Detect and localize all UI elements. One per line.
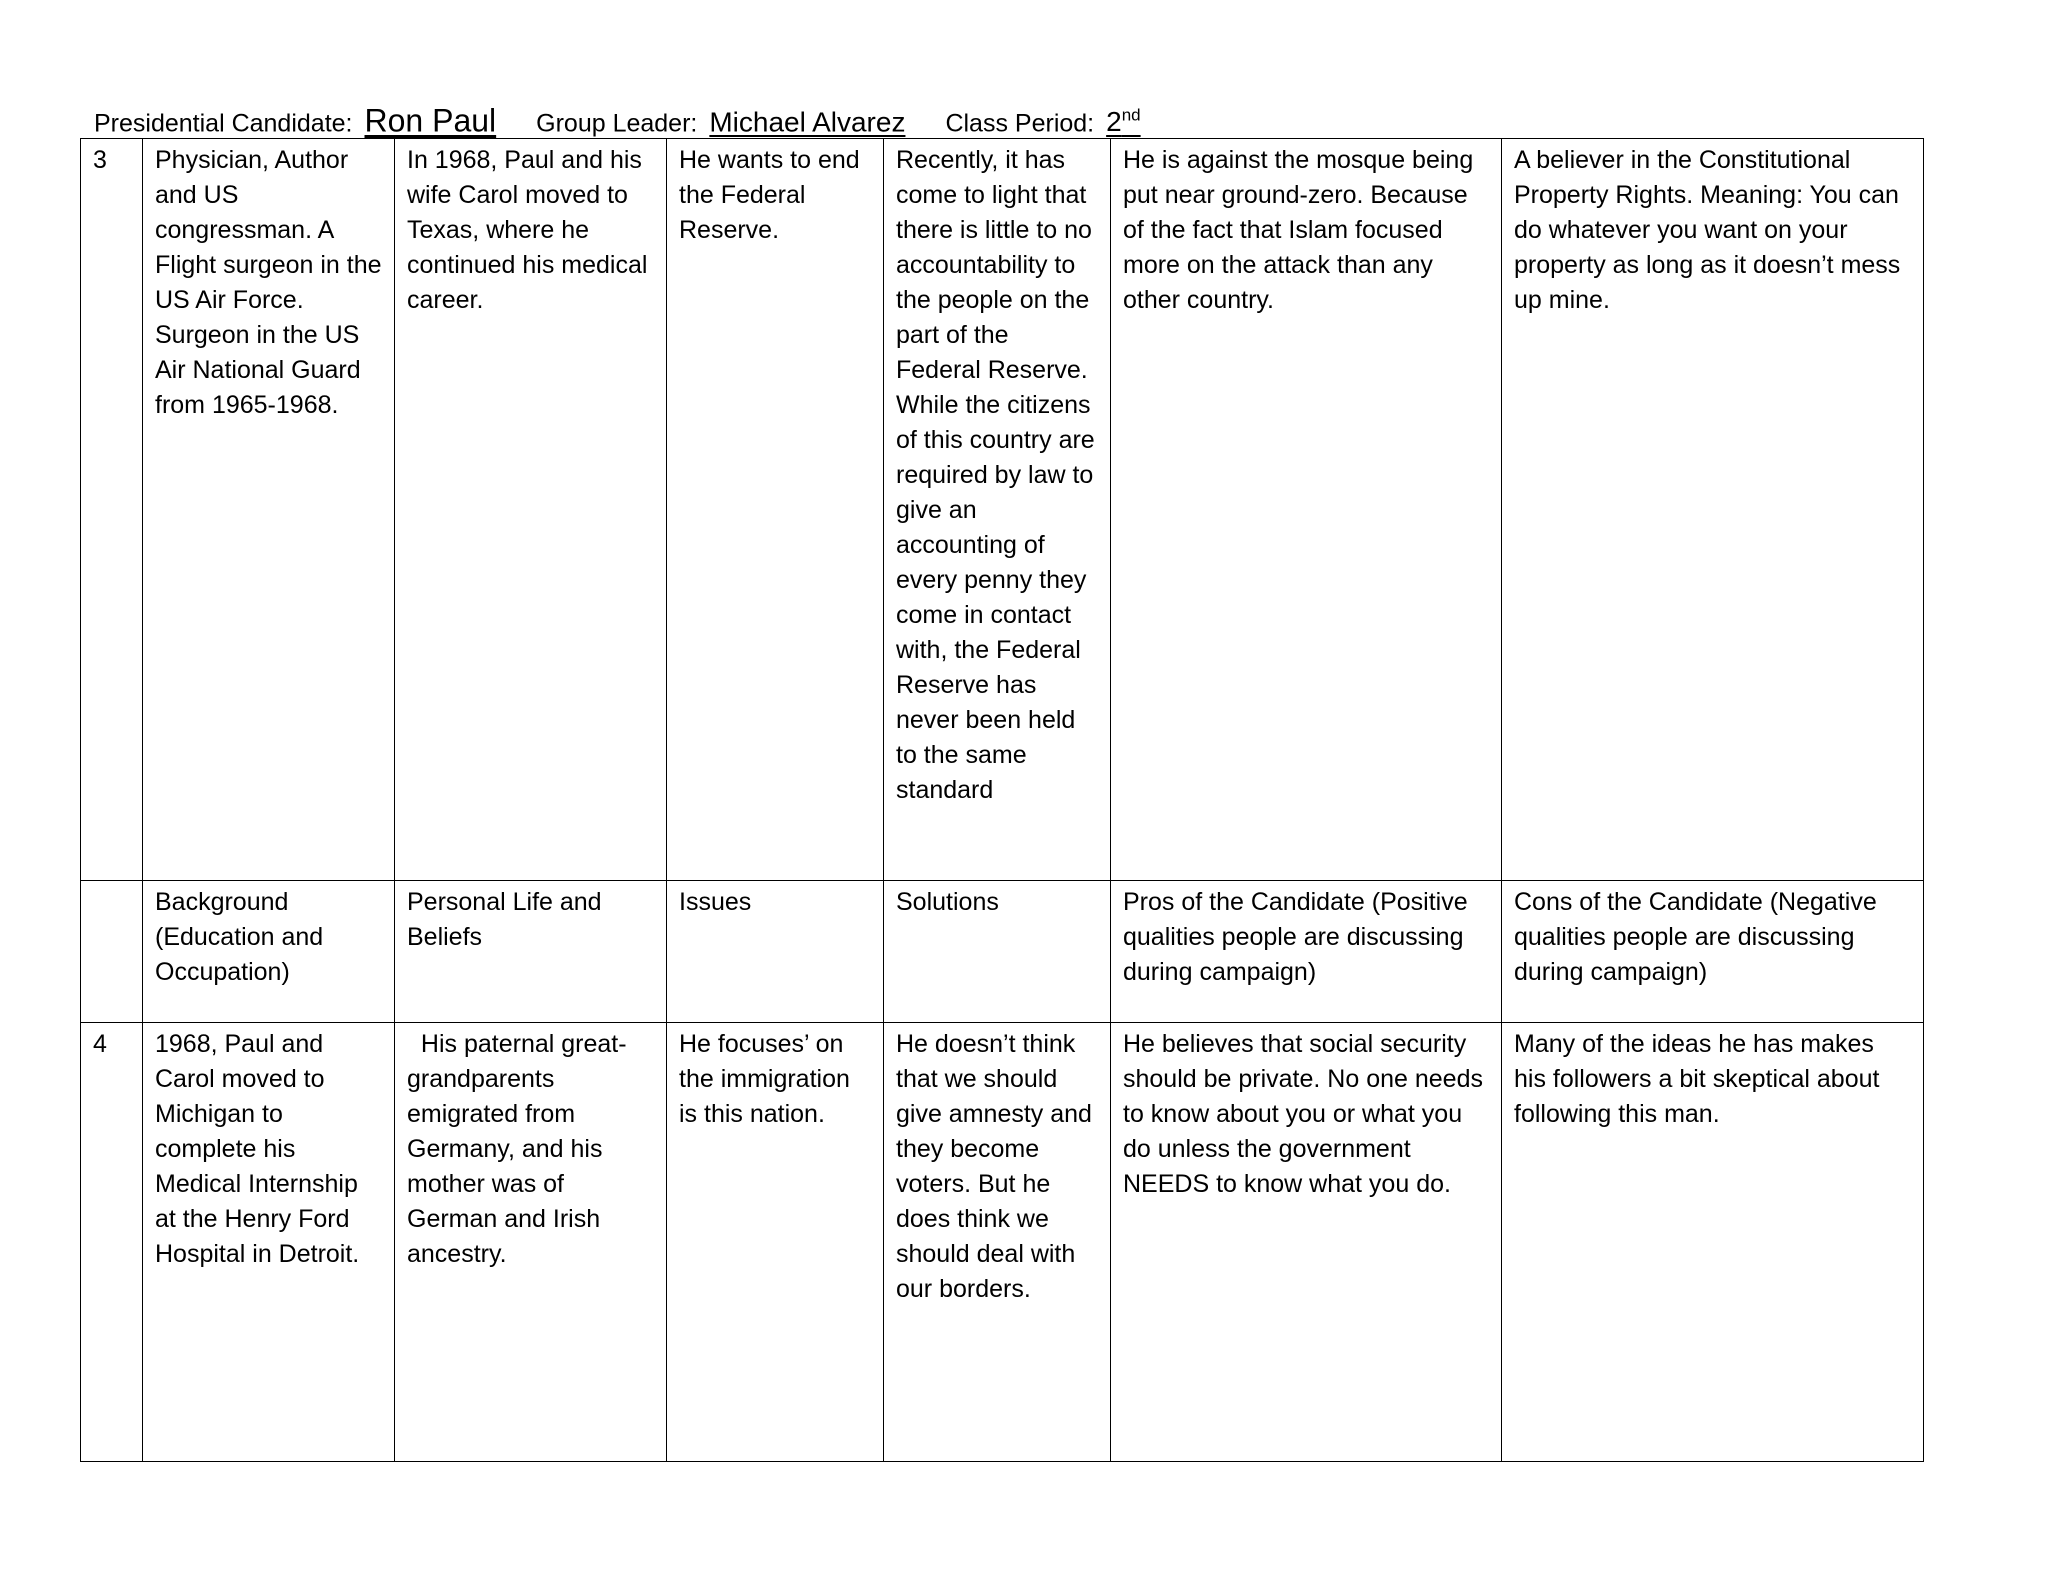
group-leader-label: Group Leader: [536,109,698,138]
candidate-label: Presidential Candidate: [94,109,353,138]
column-header-background: Background (Education and Occupation) [143,881,395,1023]
cell-personal-life: In 1968, Paul and his wife Carol moved to Texas, where he continued his medical career. [395,139,667,881]
cell-background: Physician, Author and US congressman. A Flight surgeon in the US Air Force. Surgeon in the US Air National Guard from 1965-1968. [143,139,395,881]
cell-issues: He wants to end the Federal Reserve. [667,139,884,881]
row-number: 4 [81,1023,143,1462]
class-period-label: Class Period: [945,109,1095,138]
cell-cons: A believer in the Constitutional Property Rights. Meaning: You can do whatever you want on your property as long as it doesn’t mess up mine. [1502,139,1924,881]
cell-solutions: Recently, it has come to light that there is little to no accountability to the people on the part of the Federal Reserve. While the citizens of this country are required by law to give an accounting of every penny they come in contact with, the Federal Reserve has never been held to the same standard [884,139,1111,881]
row-number [81,881,143,1023]
cell-pros: He is against the mosque being put near ground-zero. Because of the fact that Islam focused more on the attack than any other country. [1111,139,1502,881]
group-leader-name: Michael Alvarez [709,106,906,138]
column-header-solutions: Solutions [884,881,1111,1023]
cell-issues: He focuses’ on the immigration is this nation. [667,1023,884,1462]
table-header-row [81,881,1924,1023]
candidate-table [80,138,1924,1462]
cell-solutions: He doesn’t think that we should give amnesty and they become voters. But he does think we should deal with our borders. [884,1023,1111,1462]
column-header-cons: Cons of the Candidate (Negative qualities people are discussing during campaign) [1502,881,1924,1023]
table-row [81,139,1924,881]
candidate-name: Ron Paul [364,102,497,139]
table-row [81,1023,1924,1462]
class-period-value [1106,106,1141,137]
row-number: 3 [81,139,143,881]
cell-cons: Many of the ideas he has makes his followers a bit skeptical about following this man. [1502,1023,1924,1462]
column-header-pros: Pros of the Candidate (Positive qualities people are discussing during campaign) [1111,881,1502,1023]
cell-pros: He believes that social security should be private. No one needs to know about you or what you do unless the government NEEDS to know what you do. [1111,1023,1502,1462]
column-header-personal-life: Personal Life and Beliefs [395,881,667,1023]
cell-personal-life-text: His paternal great-grandparents emigrated from Germany, and his mother was of German and Irish ancestry. [407,1030,627,1268]
cell-personal-life [395,1023,667,1462]
class-period-suffix: nd [1121,106,1141,125]
column-header-issues: Issues [667,881,884,1023]
class-period-number: 2 [1106,106,1122,138]
document-header [94,96,1141,139]
cell-background: 1968, Paul and Carol moved to Michigan to complete his Medical Internship at the Henry Ford Hospital in Detroit. [143,1023,395,1462]
